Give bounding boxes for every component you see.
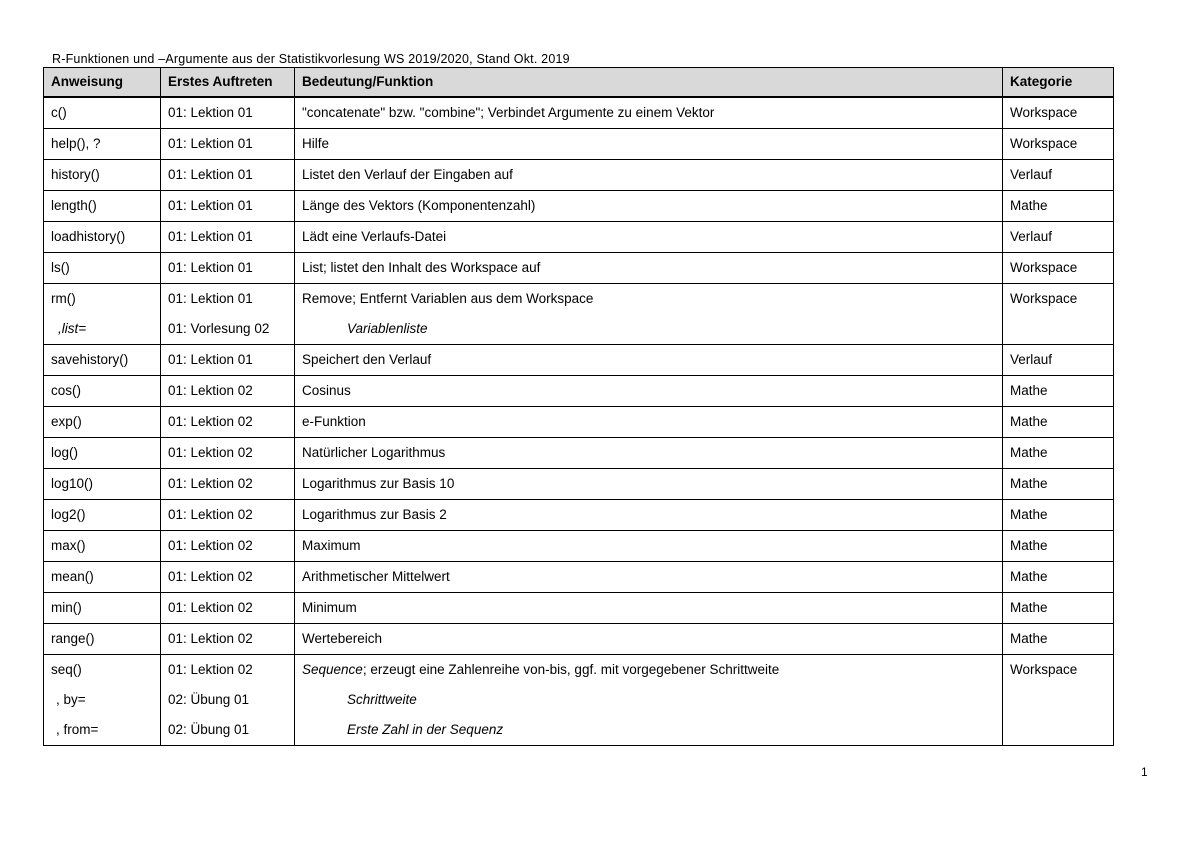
cell-desc: Arithmetischer Mittelwert (295, 562, 1003, 593)
cell-cmd: ls() (44, 253, 161, 284)
table-row-argument (44, 715, 1114, 746)
cell-cat: Mathe (1003, 593, 1114, 624)
cell-desc: Cosinus (295, 376, 1003, 407)
table-row (44, 562, 1114, 593)
cell-cat: Workspace (1003, 253, 1114, 284)
cell-cmd: history() (44, 160, 161, 191)
cell-cat: Verlauf (1003, 222, 1114, 253)
cell-cmd: length() (44, 191, 161, 222)
table-row-argument (44, 685, 1114, 715)
table-row (44, 253, 1114, 284)
cell-desc: Maximum (295, 531, 1003, 562)
cell-desc: Logarithmus zur Basis 2 (295, 500, 1003, 531)
cell-desc: Wertebereich (295, 624, 1003, 655)
table-row (44, 469, 1114, 500)
cell-desc: Minimum (295, 593, 1003, 624)
table-row (44, 129, 1114, 160)
cell-first: 01: Lektion 01 (161, 160, 295, 191)
cell-first: 01: Lektion 01 (161, 191, 295, 222)
cell-cat: Workspace (1003, 655, 1114, 686)
cell-desc: Schrittweite (295, 685, 1003, 715)
cell-first: 01: Lektion 01 (161, 345, 295, 376)
cell-desc (295, 655, 1003, 686)
cell-cat: Workspace (1003, 97, 1114, 129)
cell-desc: Variablenliste (295, 314, 1003, 345)
cell-cmd: rm() (44, 284, 161, 315)
cell-desc: Erste Zahl in der Sequenz (295, 715, 1003, 746)
column-header-erstes-auftreten: Erstes Auftreten (161, 68, 295, 98)
cell-cat (1003, 314, 1114, 345)
cell-cmd: , from= (44, 715, 161, 746)
table-row (44, 407, 1114, 438)
table-row (44, 191, 1114, 222)
table-row (44, 284, 1114, 315)
cell-cmd: cos() (44, 376, 161, 407)
table-row (44, 438, 1114, 469)
cell-cmd: max() (44, 531, 161, 562)
cell-first: 01: Vorlesung 02 (161, 314, 295, 345)
table-row (44, 500, 1114, 531)
table-row (44, 160, 1114, 191)
cell-cmd: help(), ? (44, 129, 161, 160)
cell-first: 01: Lektion 02 (161, 407, 295, 438)
cell-cat: Mathe (1003, 191, 1114, 222)
cell-cat: Verlauf (1003, 345, 1114, 376)
cell-first: 01: Lektion 02 (161, 500, 295, 531)
cell-first: 01: Lektion 01 (161, 253, 295, 284)
cell-desc: Länge des Vektors (Komponentenzahl) (295, 191, 1003, 222)
table-row-argument (44, 314, 1114, 345)
cell-cmd: ,list= (44, 314, 161, 345)
cell-cmd: loadhistory() (44, 222, 161, 253)
cell-cat (1003, 715, 1114, 746)
cell-cmd: log() (44, 438, 161, 469)
cell-first: 01: Lektion 02 (161, 376, 295, 407)
page-number: 1 (1141, 765, 1148, 779)
cell-cat: Mathe (1003, 531, 1114, 562)
cell-desc: Remove; Entfernt Variablen aus dem Workspace (295, 284, 1003, 315)
cell-cat: Mathe (1003, 562, 1114, 593)
cell-cmd: , by= (44, 685, 161, 715)
table-row (44, 222, 1114, 253)
cell-first: 01: Lektion 02 (161, 531, 295, 562)
cell-desc: Natürlicher Logarithmus (295, 438, 1003, 469)
cell-cmd: log2() (44, 500, 161, 531)
cell-desc: Hilfe (295, 129, 1003, 160)
cell-desc: Lädt eine Verlaufs-Datei (295, 222, 1003, 253)
cell-cat: Mathe (1003, 500, 1114, 531)
cell-first: 01: Lektion 01 (161, 222, 295, 253)
cell-desc-emphasis: Sequence (302, 662, 363, 677)
cell-cat: Workspace (1003, 284, 1114, 315)
document-title: R-Funktionen und –Argumente aus der Statistikvorlesung WS 2019/2020, Stand Okt. 2019 (52, 52, 570, 66)
cell-cat: Verlauf (1003, 160, 1114, 191)
cell-desc-rest: ; erzeugt eine Zahlenreihe von-bis, ggf. mit vorgegebener Schrittweite (362, 662, 780, 677)
cell-first: 01: Lektion 01 (161, 129, 295, 160)
cell-cmd: c() (44, 97, 161, 129)
cell-cmd: range() (44, 624, 161, 655)
cell-desc: Listet den Verlauf der Eingaben auf (295, 160, 1003, 191)
cell-cmd: savehistory() (44, 345, 161, 376)
cell-first: 01: Lektion 02 (161, 655, 295, 686)
cell-cmd: mean() (44, 562, 161, 593)
table-row (44, 531, 1114, 562)
column-header-anweisung: Anweisung (44, 68, 161, 98)
table-row (44, 97, 1114, 129)
cell-cat: Mathe (1003, 469, 1114, 500)
functions-table (43, 67, 1114, 746)
cell-cat: Workspace (1003, 129, 1114, 160)
cell-desc: "concatenate" bzw. "combine"; Verbindet Argumente zu einem Vektor (295, 97, 1003, 129)
table-row (44, 655, 1114, 686)
cell-desc: List; listet den Inhalt des Workspace auf (295, 253, 1003, 284)
table-row (44, 624, 1114, 655)
cell-desc: Logarithmus zur Basis 10 (295, 469, 1003, 500)
cell-cat: Mathe (1003, 376, 1114, 407)
cell-first: 01: Lektion 02 (161, 469, 295, 500)
cell-first: 02: Übung 01 (161, 685, 295, 715)
cell-first: 01: Lektion 02 (161, 624, 295, 655)
cell-first: 01: Lektion 01 (161, 284, 295, 315)
table-row (44, 376, 1114, 407)
table-header-row (44, 68, 1114, 98)
cell-cmd: exp() (44, 407, 161, 438)
cell-cmd: log10() (44, 469, 161, 500)
table-row (44, 345, 1114, 376)
cell-first: 01: Lektion 01 (161, 97, 295, 129)
cell-desc: Speichert den Verlauf (295, 345, 1003, 376)
cell-cmd: seq() (44, 655, 161, 686)
cell-cat (1003, 685, 1114, 715)
cell-cat: Mathe (1003, 438, 1114, 469)
cell-first: 01: Lektion 02 (161, 562, 295, 593)
cell-first: 02: Übung 01 (161, 715, 295, 746)
cell-cat: Mathe (1003, 624, 1114, 655)
column-header-kategorie: Kategorie (1003, 68, 1114, 98)
cell-first: 01: Lektion 02 (161, 438, 295, 469)
column-header-bedeutung: Bedeutung/Funktion (295, 68, 1003, 98)
cell-cmd: min() (44, 593, 161, 624)
table-row (44, 593, 1114, 624)
cell-first: 01: Lektion 02 (161, 593, 295, 624)
cell-cat: Mathe (1003, 407, 1114, 438)
cell-desc: e-Funktion (295, 407, 1003, 438)
